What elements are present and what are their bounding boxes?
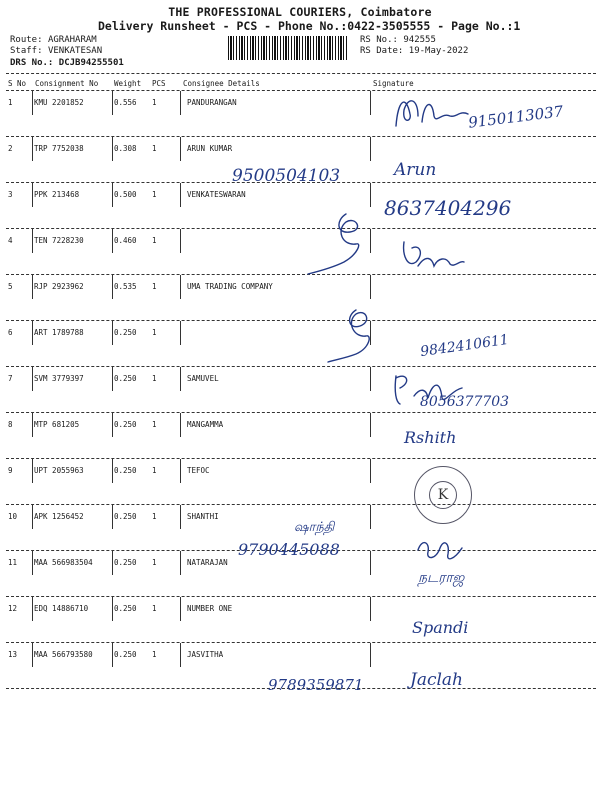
row-consignee: PANDURANGAN — [187, 98, 237, 107]
handwritten-phone-row3: 8637404296 — [384, 196, 512, 220]
row-separator — [6, 366, 596, 367]
row-weight: 0.500 — [114, 190, 137, 199]
col-header-consignee: Consignee Details — [183, 79, 260, 88]
row-consignment-no: MAA 566793580 — [34, 650, 93, 659]
column-divider — [370, 183, 371, 207]
row-consignment-no: APK 1256452 — [34, 512, 84, 521]
column-divider — [180, 551, 181, 575]
column-divider — [112, 137, 113, 161]
column-divider — [180, 505, 181, 529]
row-pcs: 1 — [152, 466, 157, 475]
signature-row1 — [392, 92, 472, 132]
row-consignment-no: TRP 7752038 — [34, 144, 84, 153]
row-weight: 0.250 — [114, 466, 137, 475]
column-divider — [180, 643, 181, 667]
column-divider — [32, 459, 33, 483]
route-value: AGRAHARAM — [47, 35, 97, 45]
column-divider — [370, 91, 371, 115]
row-sno: 5 — [8, 282, 13, 291]
row-consignment-no: MAA 566983504 — [34, 558, 93, 567]
row-pcs: 1 — [152, 558, 157, 567]
column-divider — [32, 505, 33, 529]
rs-date-line — [360, 46, 468, 56]
row-consignee: TEFOC — [187, 466, 210, 475]
row-pcs: 1 — [152, 604, 157, 613]
column-divider — [370, 137, 371, 161]
row-sno: 6 — [8, 328, 13, 337]
column-divider — [180, 183, 181, 207]
row-weight: 0.250 — [114, 374, 137, 383]
row-sno: 12 — [8, 604, 18, 613]
handwritten-signature-row2: Arun — [394, 160, 437, 180]
row-sno: 13 — [8, 650, 18, 659]
handwritten-signature-row12: Spandi — [412, 618, 469, 637]
row-consignment-no: EDQ 14886710 — [34, 604, 89, 613]
col-header-consignment: Consignment No — [35, 79, 99, 88]
col-header-pcs: PCS — [152, 79, 166, 88]
column-divider — [32, 413, 33, 437]
row-consignee: ARUN KUMAR — [187, 144, 233, 153]
column-divider — [112, 459, 113, 483]
row-separator — [6, 596, 596, 597]
column-divider — [32, 137, 33, 161]
column-divider — [180, 229, 181, 253]
row-consignment-no: TEN 7228230 — [34, 236, 84, 245]
column-divider — [32, 597, 33, 621]
signature-row4 — [398, 236, 468, 276]
rs-no-value: 942555 — [403, 35, 436, 45]
staff-value: VENKATESAN — [47, 46, 103, 56]
row-consignee: VENKATESWARAN — [187, 190, 246, 199]
row-sno: 1 — [8, 98, 13, 107]
row-consignment-no: PPK 213468 — [34, 190, 80, 199]
stamp-initial: K — [429, 481, 457, 509]
drs-value: DCJB94255501 — [58, 58, 124, 68]
drs-line — [10, 58, 124, 68]
column-divider — [112, 505, 113, 529]
handwritten-phone-row2: 9500504103 — [232, 166, 341, 186]
row-separator — [6, 458, 596, 459]
column-divider — [112, 413, 113, 437]
row-sno: 7 — [8, 374, 13, 383]
staff-label: Staff: — [10, 46, 43, 56]
column-divider — [32, 229, 33, 253]
row-consignment-no: SVM 3779397 — [34, 374, 84, 383]
row-pcs: 1 — [152, 98, 157, 107]
row-pcs: 1 — [152, 282, 157, 291]
row-separator — [6, 412, 596, 413]
handwritten-phone-row1: 9150113037 — [467, 102, 565, 132]
row-pcs: 1 — [152, 420, 157, 429]
staff-line — [10, 46, 102, 56]
handwritten-phone-row10: 9790445088 — [238, 540, 340, 559]
row-pcs: 1 — [152, 190, 157, 199]
signature-row3-4 — [306, 210, 376, 280]
rs-no-line — [360, 35, 436, 45]
column-divider — [180, 597, 181, 621]
column-divider — [32, 643, 33, 667]
column-divider — [180, 459, 181, 483]
row-consignee: NATARAJAN — [187, 558, 228, 567]
row-pcs: 1 — [152, 374, 157, 383]
row-pcs: 1 — [152, 328, 157, 337]
handwritten-phone-row13: 9789359871 — [268, 676, 364, 694]
row-sno: 10 — [8, 512, 18, 521]
column-divider — [32, 91, 33, 115]
row-weight: 0.535 — [114, 282, 137, 291]
column-divider — [112, 229, 113, 253]
column-divider — [370, 459, 371, 483]
received-stamp — [414, 466, 472, 524]
row-sno: 9 — [8, 466, 13, 475]
rs-date-label: RS Date: — [360, 46, 404, 56]
row-consignment-no: MTP 681205 — [34, 420, 80, 429]
row-sno: 2 — [8, 144, 13, 153]
row-consignee: SAMUVEL — [187, 374, 219, 383]
column-divider — [370, 505, 371, 529]
row-sno: 11 — [8, 558, 18, 567]
row-separator — [6, 504, 596, 505]
runsheet-subtitle: Delivery Runsheet - PCS - Phone No.:0422-3505555 - Page No.:1 — [98, 19, 521, 33]
handwritten-phone-row7: 8056377703 — [420, 394, 510, 410]
row-separator — [6, 136, 596, 137]
column-divider — [112, 551, 113, 575]
row-consignee: UMA TRADING COMPANY — [187, 282, 273, 291]
row-weight: 0.250 — [114, 604, 137, 613]
column-divider — [180, 137, 181, 161]
row-weight: 0.250 — [114, 512, 137, 521]
signature-row5-6 — [326, 300, 396, 370]
row-pcs: 1 — [152, 236, 157, 245]
row-separator — [6, 642, 596, 643]
column-divider — [32, 183, 33, 207]
row-weight: 0.250 — [114, 420, 137, 429]
col-header-sno: S No — [8, 79, 27, 88]
column-divider — [112, 183, 113, 207]
col-header-signature: Signature — [373, 79, 414, 88]
row-weight: 0.460 — [114, 236, 137, 245]
route-label: Route: — [10, 35, 43, 45]
row-consignee: NUMBER ONE — [187, 604, 233, 613]
column-divider — [180, 413, 181, 437]
row-consignee: JASVITHA — [187, 650, 224, 659]
column-divider — [180, 367, 181, 391]
rs-no-label: RS No.: — [360, 35, 398, 45]
column-divider — [112, 643, 113, 667]
row-consignment-no: ART 1789788 — [34, 328, 84, 337]
handwritten-signature-row8: Rshith — [404, 428, 457, 447]
column-divider — [32, 275, 33, 299]
rs-date-value: 19-May-2022 — [408, 46, 469, 56]
drs-label: DRS No.: — [10, 58, 54, 68]
header-top-rule — [6, 73, 596, 74]
row-sno: 8 — [8, 420, 13, 429]
row-weight: 0.556 — [114, 98, 137, 107]
row-weight: 0.250 — [114, 558, 137, 567]
row-consignment-no: RJP 2923962 — [34, 282, 84, 291]
handwritten-phone-row6: 9842410611 — [419, 331, 510, 361]
row-consignee: MANGAMMA — [187, 420, 224, 429]
row-weight: 0.250 — [114, 650, 137, 659]
row-weight: 0.308 — [114, 144, 137, 153]
row-pcs: 1 — [152, 650, 157, 659]
row-pcs: 1 — [152, 512, 157, 521]
document-title: THE PROFESSIONAL COURIERS, Coimbatore — [168, 5, 432, 19]
column-divider — [112, 597, 113, 621]
column-divider — [370, 551, 371, 575]
handwritten-name-row10: ஷாந்தி — [294, 520, 335, 535]
row-separator — [6, 274, 596, 275]
row-consignee: SHANTHI — [187, 512, 219, 521]
row-sno: 4 — [8, 236, 13, 245]
handwritten-signature-row11: நடராஜ — [418, 570, 465, 586]
signature-row10 — [414, 530, 474, 570]
handwritten-signature-row13: Jaclah — [410, 670, 463, 690]
row-separator — [6, 228, 596, 229]
column-divider — [112, 91, 113, 115]
col-header-weight: Weight — [114, 79, 142, 88]
header-bottom-rule — [6, 90, 596, 91]
row-separator — [6, 320, 596, 321]
column-divider — [112, 321, 113, 345]
row-pcs: 1 — [152, 144, 157, 153]
row-consignment-no: KMU 2201852 — [34, 98, 84, 107]
column-divider — [370, 643, 371, 667]
column-divider — [370, 367, 371, 391]
column-divider — [180, 321, 181, 345]
column-divider — [370, 413, 371, 437]
column-divider — [32, 367, 33, 391]
column-divider — [370, 597, 371, 621]
column-divider — [180, 275, 181, 299]
column-divider — [32, 551, 33, 575]
column-divider — [180, 91, 181, 115]
barcode — [228, 36, 348, 60]
row-sno: 3 — [8, 190, 13, 199]
column-divider — [32, 321, 33, 345]
route-line — [10, 35, 97, 45]
row-consignment-no: UPT 2055963 — [34, 466, 84, 475]
column-divider — [112, 367, 113, 391]
column-divider — [112, 275, 113, 299]
row-weight: 0.250 — [114, 328, 137, 337]
